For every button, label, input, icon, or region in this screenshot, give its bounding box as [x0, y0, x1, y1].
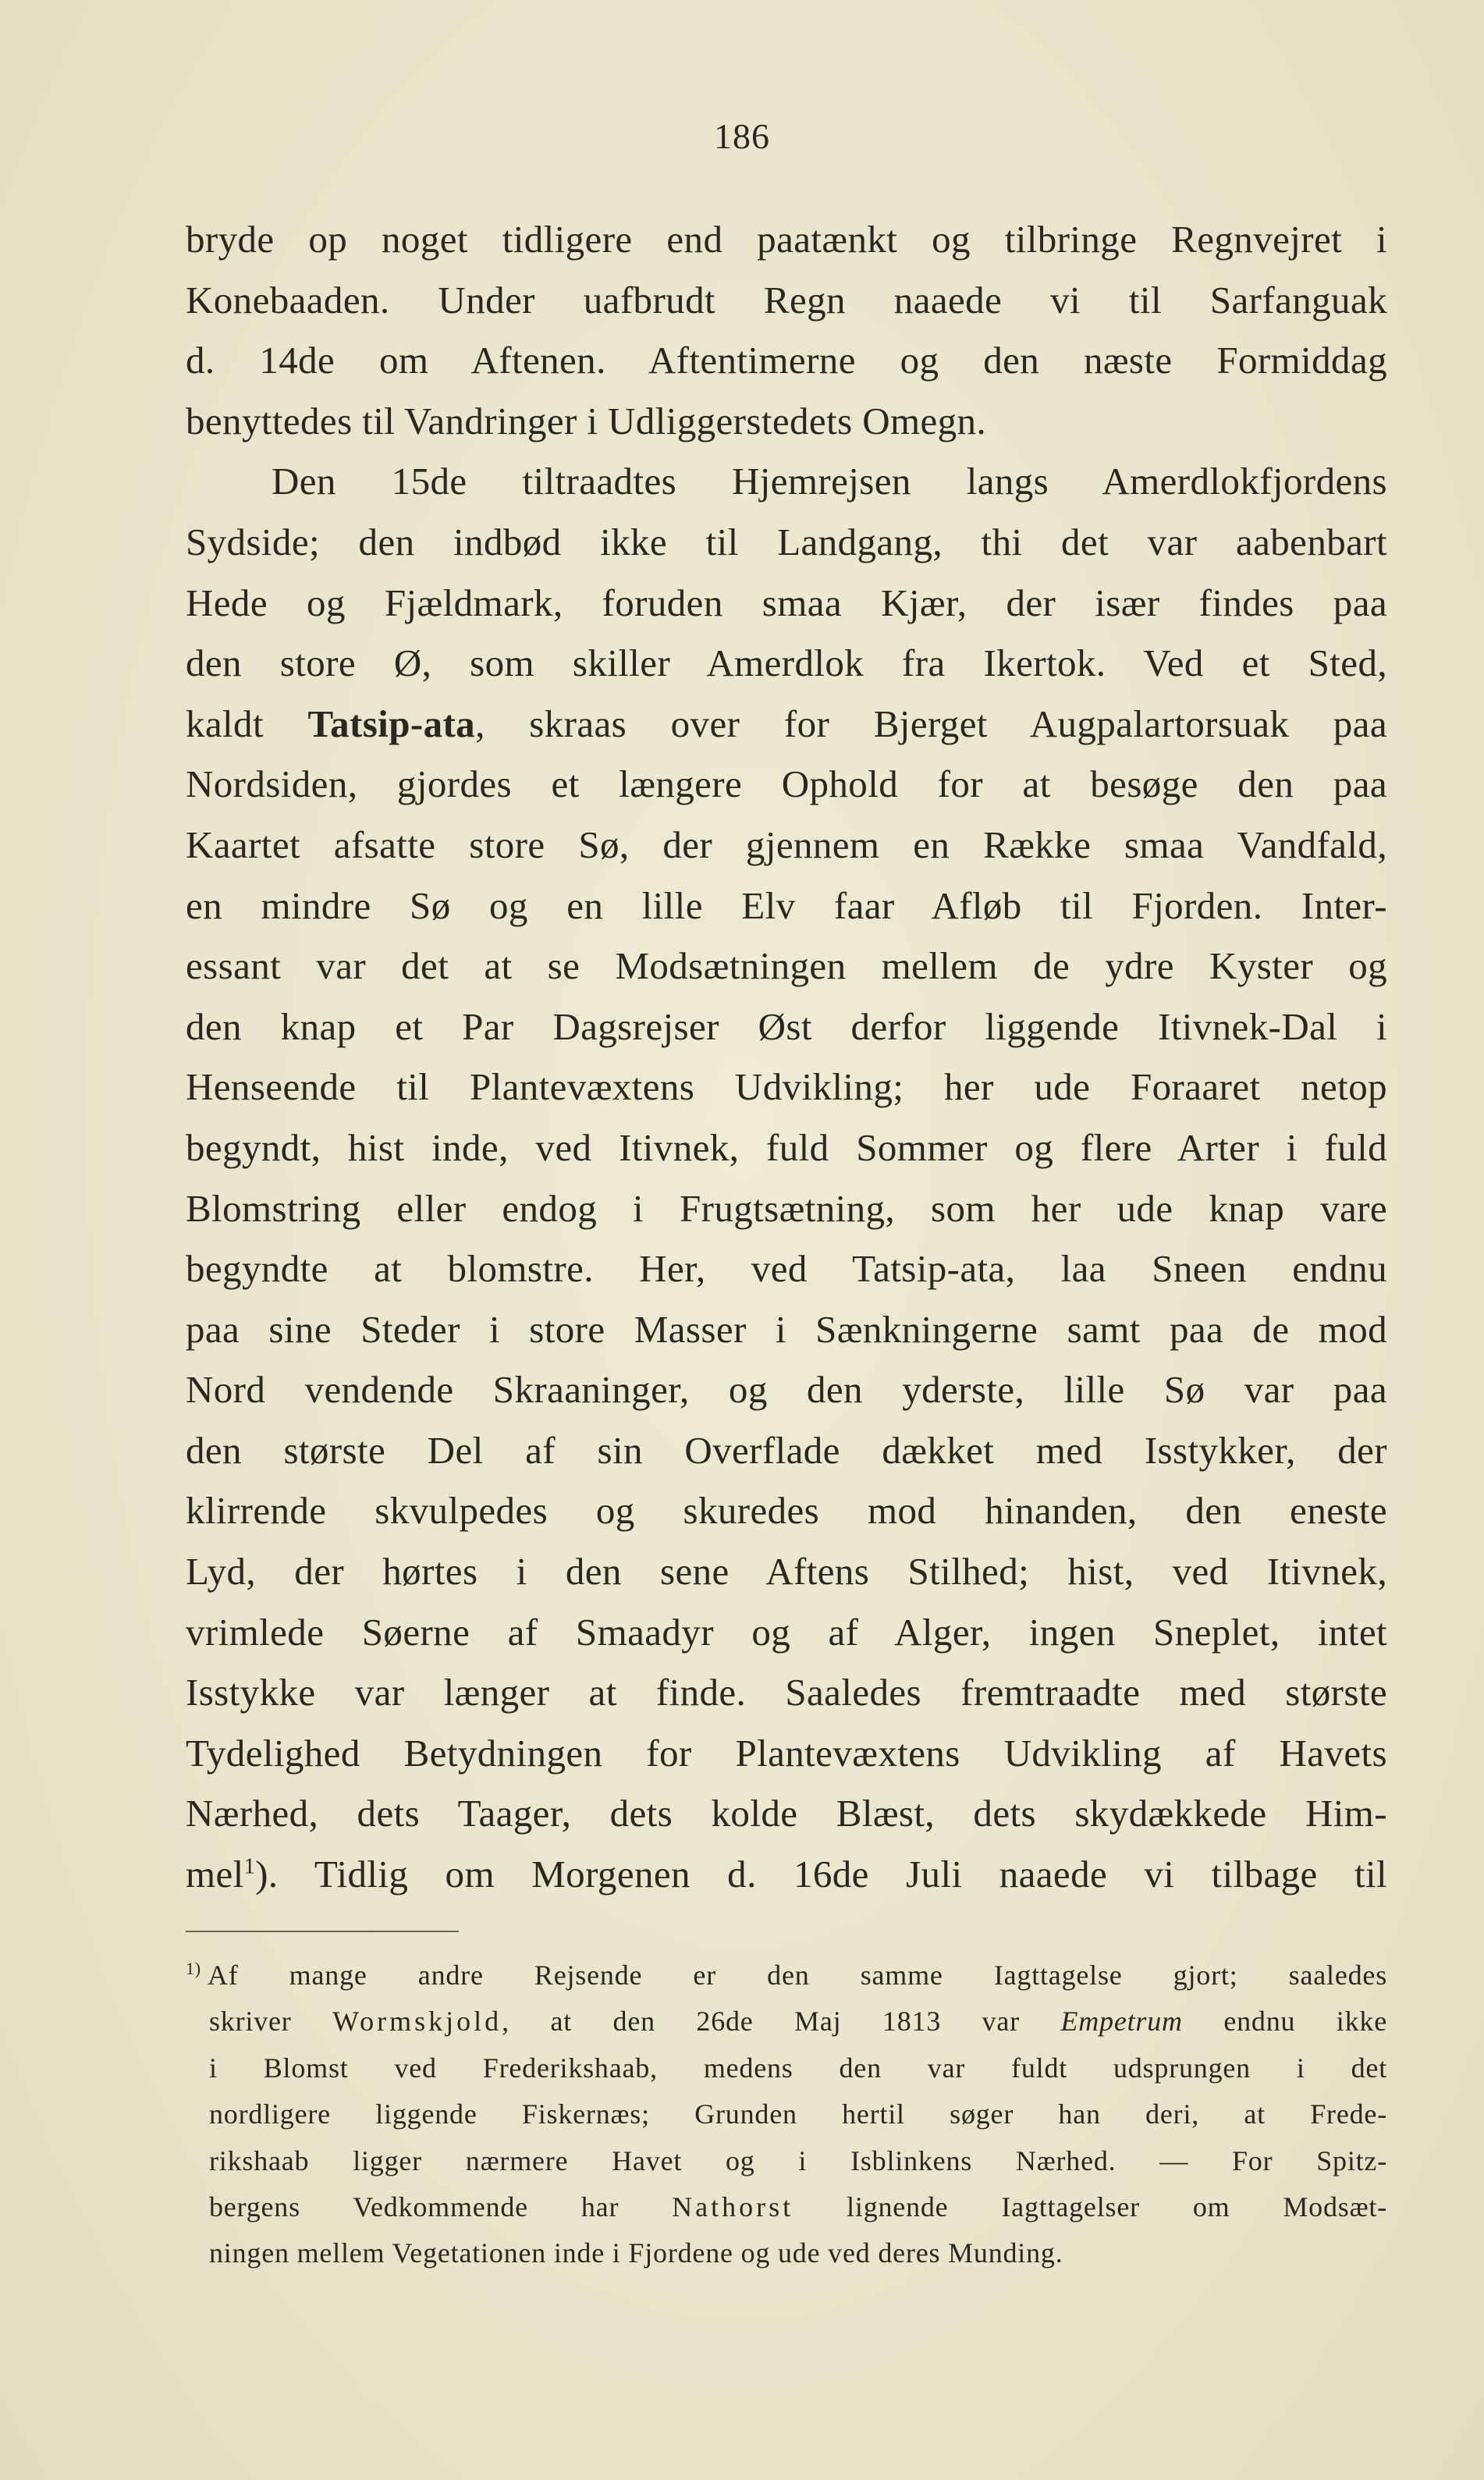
text-line: en mindre Sø og en lille Elv faar Afløb til Fjorden. Inter-: [186, 883, 1387, 927]
text-fragment: , at den 26de Maj 1813 var: [502, 2006, 1061, 2038]
text-line: begyndte at blomstre. Her, ved Tatsip-ata, laa Sneen endnu: [186, 1247, 1387, 1291]
text-fragment: endnu ikke: [1182, 2006, 1387, 2038]
text-line: Tydelighed Betydningen for Plantevæxtens Udvikling af Havets: [186, 1731, 1387, 1775]
text-line: Kaartet afsatte store Sø, der gjennem en Række smaa Vandfald,: [186, 823, 1387, 866]
footnote-line: i Blomst ved Frederikshaab, medens den var fuldt udsprungen i det: [209, 2052, 1387, 2084]
text-line: Nordsiden, gjordes et længere Ophold for at besøge den paa: [186, 762, 1387, 806]
text-fragment: ). Tidlig om Morgenen d. 16de Juli naaede vi tilbage til: [255, 1853, 1387, 1896]
text-line: den største Del af sin Overflade dækket med Isstykker, der: [186, 1428, 1387, 1472]
footnote-line: nordligere liggende Fiskernæs; Grunden hertil søger han deri, at Frede-: [209, 2098, 1387, 2130]
footnote: [186, 1952, 1387, 2277]
text-fragment: mel: [186, 1853, 244, 1896]
footnote-marker: 1): [186, 1959, 201, 1978]
footnote-reference: 1: [243, 1854, 256, 1879]
text-fragment: lignende Iagttagelser om Modsæt-: [793, 2190, 1387, 2222]
footnote-divider: [186, 1931, 459, 1932]
text-line: essant var det at se Modsætningen mellem de ydre Kyster og: [186, 944, 1387, 988]
text-line: den knap et Par Dagsrejser Øst derfor liggende Itivnek-Dal i: [186, 1004, 1387, 1048]
footnote-line: [209, 1999, 1387, 2045]
text-line: Den 15de tiltraadtes Hjemrejsen langs Amerdlokfjordens: [272, 460, 1387, 503]
text-line: Konebaaden. Under uafbrudt Regn naaede vi til Sarfanguak: [186, 278, 1387, 322]
text-line: [186, 694, 1387, 755]
text-line: den store Ø, som skiller Amerdlok fra Ikertok. Ved et Sted,: [186, 641, 1387, 685]
text-fragment: Af mange andre Rejsende er den samme Iagttagelse gjort; saaledes: [207, 1959, 1387, 1991]
author-name-spaced: Nathorst: [672, 2190, 794, 2222]
footnote-line: [209, 2184, 1387, 2230]
text-fragment: kaldt: [186, 702, 308, 745]
text-line: [186, 1844, 1387, 1905]
text-fragment: , skraas over for Bjerget Augpalartorsuak paa: [475, 702, 1387, 745]
text-line: klirrende skvulpedes og skuredes mod hinanden, den eneste: [186, 1489, 1387, 1533]
text-line: begyndt, hist inde, ved Itivnek, fuld Sommer og flere Arter i fuld: [186, 1125, 1387, 1169]
text-line: Lyd, der hørtes i den sene Aftens Stilhed; hist, ved Itivnek,: [186, 1550, 1387, 1594]
text-line: Sydside; den indbød ikke til Landgang, thi det var aabenbart: [186, 520, 1387, 563]
page-number: 186: [714, 116, 770, 156]
text-fragment: skriver: [209, 2006, 333, 2038]
footnote-line: ningen mellem Vegetationen inde i Fjordene og ude ved deres Munding.: [209, 2237, 1063, 2269]
text-line: Hede og Fjældmark, foruden smaa Kjær, der især findes paa: [186, 581, 1387, 624]
footnote-line: rikshaab ligger nærmere Havet og i Isblinkens Nærhed. — For Spitz-: [209, 2144, 1387, 2176]
text-line: Nærhed, dets Taager, dets kolde Blæst, dets skydækkede Him-: [186, 1792, 1387, 1835]
text-fragment: bergens Vedkommende har: [209, 2190, 673, 2222]
text-line: bryde op noget tidligere end paatænkt og tilbringe Regnvejret i: [186, 218, 1387, 261]
text-line: Henseende til Plantevæxtens Udvikling; her ude Foraaret netop: [186, 1065, 1387, 1109]
text-line: Nord vendende Skraaninger, og den yderste, lille Sø var paa: [186, 1368, 1387, 1412]
text-line: Isstykke var længer at finde. Saaledes fremtraadte med største: [186, 1671, 1387, 1714]
text-line: Blomstring eller endog i Frugtsætning, som her ude knap vare: [186, 1186, 1387, 1230]
body-text: [186, 209, 1387, 1905]
text-line: vrimlede Søerne af Smaadyr og af Alger, ingen Sneplet, intet: [186, 1610, 1387, 1654]
text-line: d. 14de om Aftenen. Aftentimerne og den næste Formiddag: [186, 339, 1387, 382]
species-name-italic: Empetrum: [1060, 2006, 1183, 2038]
footnote-line: [186, 1952, 1387, 1999]
author-name-spaced: Wormskjold: [332, 2006, 502, 2038]
place-name-bold: Tatsip-ata: [307, 702, 476, 745]
text-line: benyttedes til Vandringer i Udliggerstedets Omegn.: [186, 399, 987, 442]
text-line: paa sine Steder i store Masser i Sænkningerne samt paa de mod: [186, 1307, 1387, 1351]
